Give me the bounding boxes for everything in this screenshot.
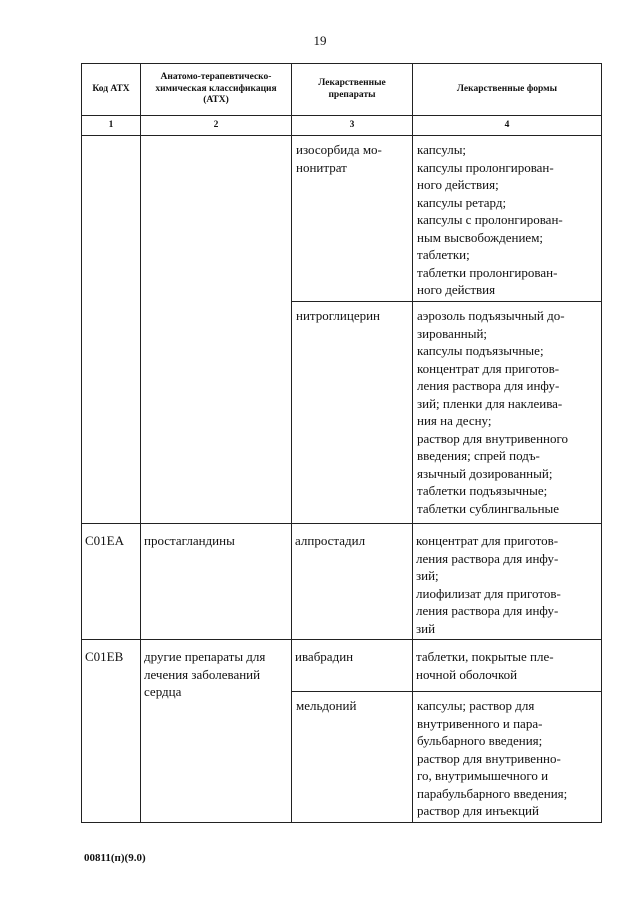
code-text: C01EA [85,533,124,548]
column-number-row [82,116,602,136]
drug-name: изосорбида мо- нонитрат [296,142,382,175]
code-cell [82,136,141,524]
code-cell [82,640,141,823]
atx-table [81,63,602,823]
drug-name: ивабрадин [295,649,354,664]
classification-cell [141,640,292,823]
drug-cell [292,692,413,823]
header-forms: Лекарственные формы [413,64,602,116]
dosage-forms: таблетки, покрытые пле- ночной оболочкой [416,649,554,682]
column-number: 1 [82,116,141,136]
column-number: 4 [413,116,602,136]
code-text [82,136,140,146]
code-cell [82,524,141,640]
classification-text: другие препараты для лечения заболеваний сердца [144,649,266,699]
classification-cell [141,136,292,524]
drug-cell [292,524,413,640]
table-row [82,640,602,692]
column-number: 3 [292,116,413,136]
code-text: C01EB [85,649,124,664]
classification-cell [141,524,292,640]
drug-cell [292,136,413,302]
dosage-forms: капсулы; раствор для внутривенного и пара- бульбарного введения; раствор для внутривенно- го, внутримышечного и парабульбарного введения; раствор для инъекций [417,698,568,818]
forms-cell [413,640,602,692]
drug-name: алпростадил [295,533,366,548]
forms-cell [413,692,602,823]
header-classification: Анатомо-терапевтическо-химическая классификация (АТХ) [141,64,292,116]
forms-cell [413,136,602,302]
column-number: 2 [141,116,292,136]
table-row [82,524,602,640]
page-number: 19 [313,33,327,48]
table-header-row [82,64,602,116]
dosage-forms: капсулы; капсулы пролонгирован- ного действия; капсулы ретард; капсулы с пролонгирован- ным высвобождением; таблетки; таблетки пролонгирован- ного действия [417,142,563,297]
dosage-forms: концентрат для приготов- ления раствора для инфу- зий; лиофилизат для приготов- ления раствора для инфу- зий [416,533,561,636]
forms-cell [413,302,602,524]
document-footer-code: 00811(п)(9.0) [84,852,146,864]
drug-name: нитроглицерин [296,308,381,323]
drug-name: мельдоний [296,698,357,713]
dosage-forms: аэрозоль подъязычный до- зированный; капсулы подъязычные; концентрат для приготов- ления раствора для инфу- зий; пленки для наклеива- ния на десну; раствор для внутривенного введения; спрей подъ- язычный дозированный; таблетки подъязычные; таблетки сублингвальные [417,308,568,516]
classification-text: простагландины [144,533,235,548]
forms-cell [413,524,602,640]
header-code: Код АТХ [82,64,141,116]
classification-text [141,136,291,143]
drug-cell [292,302,413,524]
table-row [82,136,602,302]
header-drugs: Лекарственные препараты [292,64,413,116]
drug-cell [292,640,413,692]
